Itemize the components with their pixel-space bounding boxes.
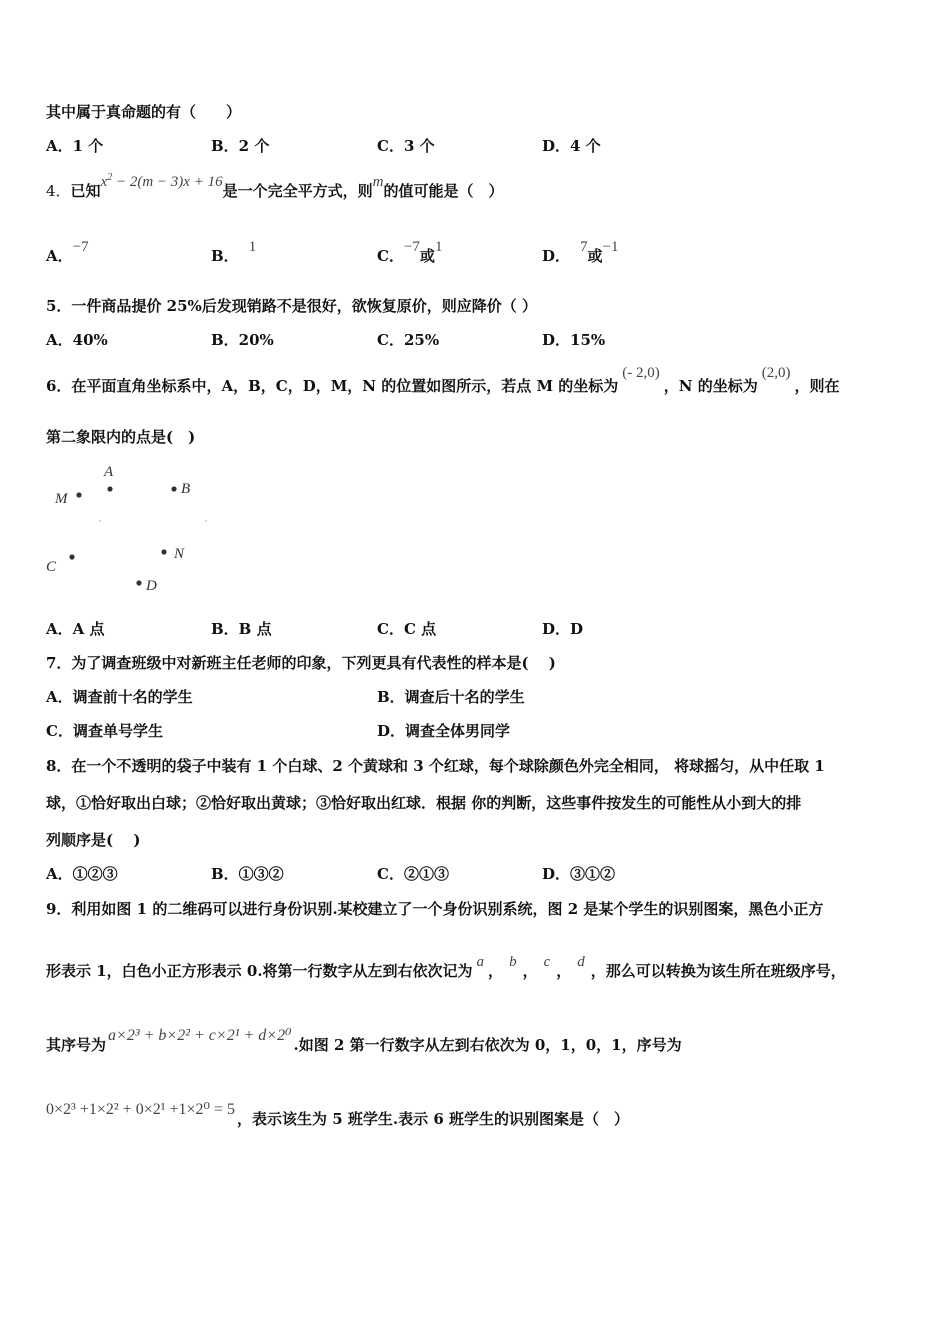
q9-calc: 0×2³ +1×2² + 0×2¹ +1×2⁰ = 5 [46, 1101, 235, 1118]
q4-mid: 是一个完全平方式，则 [222, 182, 373, 200]
q4-number: 4． [46, 182, 71, 200]
q8-option-c: C．②①③ [377, 865, 449, 883]
q6-point-d [136, 580, 141, 585]
q8-option-d: D．③①② [542, 865, 616, 883]
q7-option-d: D．调查全体男同学 [377, 722, 511, 740]
q9-line3-post: .如图 2 第一行数字从左到右依次为 0，1，0，1，序号为 [293, 1036, 682, 1054]
q8-stem-line2: 球，①恰好取出白球；②恰好取出黄球；③恰好取出红球．根据 你的判断，这些事件按发生的可能性从小到大的排 [46, 794, 802, 812]
q6-label-m: M [55, 491, 68, 507]
q6-m-coord: (- 2,0) [622, 365, 660, 381]
q9-line4-post: ，表示该生为 5 班学生.表示 6 班学生的识别图案是（ ） [237, 1110, 629, 1128]
q8-option-b: B．①③② [211, 865, 284, 883]
q9-line2-pre: 形表示 1，白色小正方形表示 0.将第一行数字从左到右依次记为 [46, 962, 473, 980]
q4-option-b-value: 1 [248, 239, 257, 255]
q9-stem-line1: 9．利用如图 1 的二维码可以进行身份识别.某校建立了一个身份识别系统，图 2 是某个学生的识别图案，黑色小正方 [46, 900, 824, 918]
q9-formula: a×2³ + b×2² + c×2¹ + d×2⁰ [108, 1027, 292, 1044]
q6-point-m [76, 492, 81, 497]
q6-label-d: D [146, 578, 157, 594]
q4-post: 的值可能是（ ） [383, 182, 504, 200]
q9-sep-1: ， [488, 962, 504, 980]
q6-stem [46, 365, 840, 396]
q3-option-d: D．4 个 [542, 137, 601, 155]
q8-stem-line1: 8．在一个不透明的袋子中装有 1 个白球、2 个黄球和 3 个红球，每个球除颜色外完全相同， 将球摇匀，从中任取 1 [46, 757, 825, 775]
q6-n-coord: (2,0) [761, 365, 791, 381]
q4-option-b-label: B． [211, 247, 239, 265]
q6-point-n [161, 549, 166, 554]
q4-option-a-value: −7 [72, 239, 89, 255]
q7-stem: 7．为了调查班级中对新班主任老师的印象，下列更具有代表性的样本是( ) [46, 654, 556, 672]
q6-label-a: A [104, 464, 114, 480]
q6-figure [40, 458, 220, 608]
q7-option-c: C．调查单号学生 [46, 722, 163, 740]
q7-option-a: A．调查前十名的学生 [46, 688, 193, 706]
q4-option-d-label: D． [542, 247, 571, 265]
q9-sep-3: ， [556, 962, 572, 980]
q3-stem: 其中属于真命题的有（ ） [46, 103, 242, 121]
q6-axis-mark [205, 520, 207, 522]
q4-option-d-value1: 7 [580, 239, 588, 255]
q4-option-d-or: 或 [587, 247, 603, 265]
q4-option-c-label: C． [377, 247, 404, 265]
q9-stem-line2 [46, 954, 846, 981]
q6-origin-mark [99, 520, 101, 522]
q4-expr-rest: − 2(m − 3)x + 16 [112, 174, 223, 190]
q9-stem-line3 [46, 1027, 682, 1055]
q4-pre: 已知 [70, 182, 101, 200]
q5-option-d: D．15% [542, 331, 606, 349]
q3-option-c: C．3 个 [377, 137, 435, 155]
q9-var-d: d [577, 954, 585, 970]
q9-stem-line4 [46, 1101, 629, 1129]
q8-stem-line3: 列顺序是( ) [46, 831, 141, 849]
q9-var-b: b [509, 954, 517, 970]
q9-line2-post: ，那么可以转换为该生所在班级序号， [590, 962, 846, 980]
q5-option-c: C．25% [377, 331, 440, 349]
q6-option-d: D．D [542, 620, 584, 638]
q9-var-a: a [476, 954, 485, 970]
q6-label-n: N [174, 546, 185, 562]
q4-option-a [46, 239, 89, 266]
q4-option-c-value2: 1 [434, 239, 443, 255]
q6-label-b: B [181, 481, 191, 497]
q6-option-b: B．B 点 [211, 620, 272, 638]
q3-option-b: B．2 个 [211, 137, 270, 155]
q4-option-d [542, 239, 619, 266]
q6-point-c [69, 554, 74, 559]
q4-expression [101, 174, 223, 190]
q4-var-m: m [372, 174, 384, 190]
q6-point-b [171, 486, 176, 491]
q6-option-a: A．A 点 [46, 620, 105, 638]
q4-expr-exp: 2 [107, 172, 113, 183]
q9-var-c: c [543, 954, 551, 970]
q5-stem: 5．一件商品提价 25%后发现销路不是很好，欲恢复原价，则应降价（ ） [46, 297, 538, 315]
q4-option-c-or: 或 [419, 247, 435, 265]
q4-expr-x: x [100, 174, 108, 190]
q4-option-d-value2: −1 [602, 239, 619, 255]
q8-option-a: A．①②③ [46, 865, 118, 883]
q7-option-b: B．调查后十名的学生 [377, 688, 525, 706]
q4-option-b [211, 239, 257, 266]
q6-mid: ，N 的坐标为 [663, 377, 758, 395]
q9-line3-pre: 其序号为 [46, 1036, 107, 1054]
q4-option-c-value1: −7 [403, 239, 420, 255]
q5-option-a: A．40% [46, 331, 108, 349]
q5-option-b: B．20% [211, 331, 274, 349]
q6-pre: 6．在平面直角坐标系中，A，B，C，D，M，N 的位置如图所示，若点 M 的坐标为 [46, 377, 619, 395]
q4-option-a-label: A． [46, 247, 73, 265]
q9-sep-2: ， [522, 962, 538, 980]
q6-stem-line2: 第二象限内的点是( ) [46, 428, 196, 446]
q4-option-c [377, 239, 443, 266]
q6-point-a [107, 486, 112, 491]
q6-option-c: C．C 点 [377, 620, 437, 638]
q6-label-c: C [46, 559, 57, 575]
q3-option-a: A．1 个 [46, 137, 104, 155]
q4-stem [46, 172, 504, 201]
q6-post: ，则在 [794, 377, 840, 395]
